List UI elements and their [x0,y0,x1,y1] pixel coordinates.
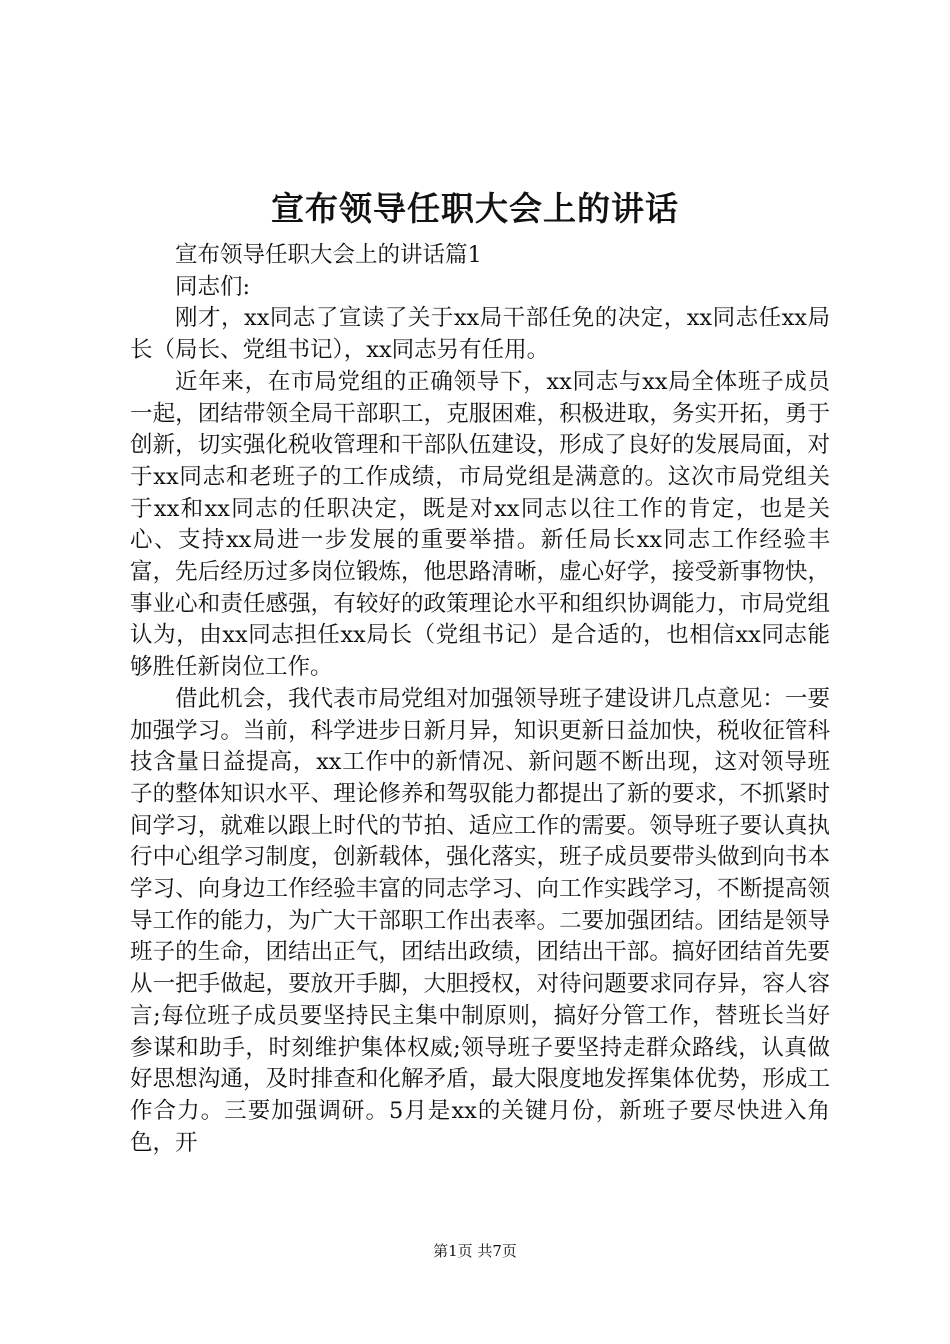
body-paragraph: 近年来，在市局党组的正确领导下，xx同志与xx局全体班子成员一起，团结带领全局干部职工，克服困难，积极进取，务实开拓，勇于创新，切实强化税收管理和干部队伍建设，形成了良好的发展局面，对于xx同志和老班子的工作成绩，市局党组是满意的。这次市局党组关于xx和xx同志的任职决定，既是对xx同志以往工作的肯定，也是关心、支持xx局进一步发展的重要举措。新任局长xx同志工作经验丰富，先后经历过多岗位锻炼，他思路清晰，虚心好学，接受新事物快，事业心和责任感强，有较好的政策理论水平和组织协调能力，市局党组认为，由xx同志担任xx局长（党组书记）是合适的，也相信xx同志能够胜任新岗位工作。 [130,368,830,681]
document-title: 宣布领导任职大会上的讲话 [271,189,679,228]
document-body [130,240,830,1159]
body-paragraph: 借此机会，我代表市局党组对加强领导班子建设讲几点意见：一要加强学习。当前，科学进步日新月异，知识更新日益加快，税收征管科技含量日益提高，xx工作中的新情况、新问题不断出现，这对领导班子的整体知识水平、理论修养和驾驭能力都提出了新的要求，不抓紧时间学习，就难以跟上时代的节拍、适应工作的需要。领导班子要认真执行中心组学习制度，创新载体，强化落实，班子成员要带头做到向书本学习、向身边工作经验丰富的同志学习、向工作实践学习，不断提高领导工作的能力，为广大干部职工作出表率。二要加强团结。团结是领导班子的生命，团结出正气，团结出政绩，团结出干部。搞好团结首先要从一把手做起，要放开手脚，大胆授权，对待问题要求同存异，容人容言;每位班子成员要坚持民主集中制原则，搞好分管工作，替班长当好参谋和助手，时刻维护集体权威;领导班子要坚持走群众路线，认真做好思想沟通，及时排查和化解矛盾，最大限度地发挥集体优势，形成工作合力。三要加强调研。5月是xx的关键月份，新班子要尽快进入角色，开 [130,685,830,1156]
page-footer: 第1页 共7页 [433,1242,517,1260]
body-paragraph: 刚才，xx同志了宣读了关于xx局干部任免的决定，xx同志任xx局长（局长、党组书记），xx同志另有任用。 [130,305,830,364]
subtitle-paragraph: 宣布领导任职大会上的讲话篇1 [175,242,482,268]
salutation-paragraph: 同志们: [175,273,251,300]
